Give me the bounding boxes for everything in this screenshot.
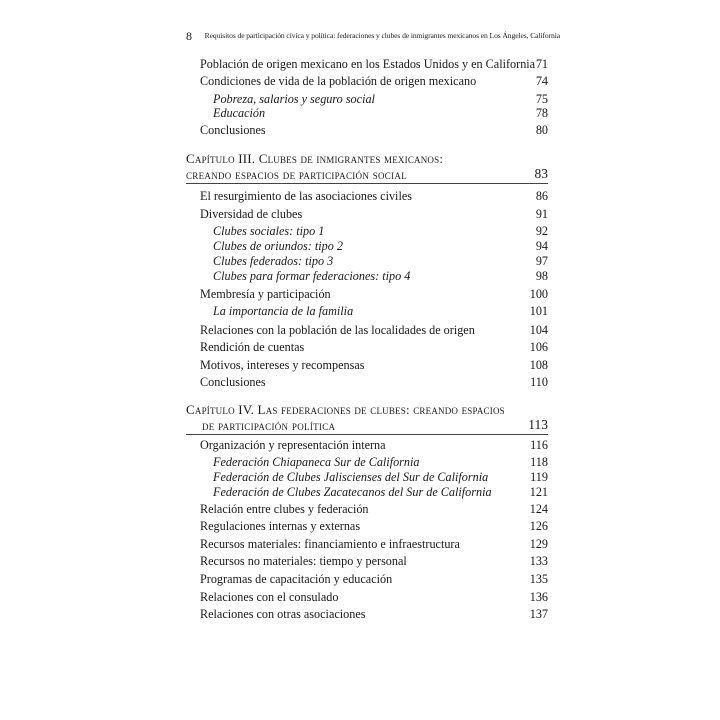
chapter-3-rule [186, 183, 548, 184]
toc-entry-title: Diversidad de clubes [200, 207, 303, 221]
chapter-3-title-line2: creando espacios de participación social [186, 167, 407, 182]
toc-entry [200, 553, 548, 570]
toc-entry [200, 73, 548, 90]
page-header [186, 29, 560, 45]
toc-entry-title: Recursos no materiales: tiempo y personal [200, 554, 407, 568]
toc-entry-title: Membresía y participación [200, 287, 331, 301]
toc-entry-title: Población de origen mexicano en los Estados Unidos y en California [200, 57, 536, 71]
toc-entry-title: El resurgimiento de las asociaciones civiles [200, 189, 412, 203]
toc-subentry [213, 268, 548, 285]
toc-entry-page: 126 [529, 519, 548, 533]
toc-subentry-page: 78 [535, 106, 548, 120]
toc-entry-page: 116 [530, 438, 548, 452]
toc-entry [200, 501, 548, 518]
toc-entry-page: 137 [529, 607, 548, 621]
toc-subentry [213, 484, 548, 501]
toc-subentry-page: 75 [535, 92, 548, 106]
toc-entry [200, 188, 548, 205]
toc-entry-page: 124 [529, 502, 548, 516]
toc-entry [200, 606, 548, 623]
toc-entry [200, 206, 548, 223]
toc-subentry-title: Educación [213, 106, 266, 120]
toc-subentry-title: Pobreza, salarios y seguro social [213, 92, 375, 106]
toc-entry [200, 571, 548, 588]
toc-subentry-title: Federación de Clubes Jaliscienses del Sur de California [213, 470, 489, 484]
chapter-4-title-line2: de participación política [202, 418, 336, 433]
toc-entry [200, 589, 548, 606]
toc-subentry-page: 92 [535, 224, 548, 238]
toc-entry-page: 80 [535, 123, 548, 137]
toc-entry [200, 286, 548, 303]
toc-entry-title: Relaciones con la población de las localidades de origen [200, 323, 475, 337]
toc-entry [200, 357, 548, 374]
toc-entry-page: 104 [529, 323, 548, 337]
toc-entry-page: 100 [529, 287, 548, 301]
toc-entry [200, 437, 548, 454]
toc-entry [200, 322, 548, 339]
chapter-4-rule [186, 434, 548, 435]
toc-entry-title: Recursos materiales: financiamiento e infraestructura [200, 537, 460, 551]
toc-entry [200, 56, 548, 73]
toc-entry-title: Organización y representación interna [200, 438, 386, 452]
toc-entry-page: 129 [529, 537, 548, 551]
toc-entry-page: 135 [529, 572, 548, 586]
toc-subentry [213, 105, 548, 122]
toc-entry-title: Relación entre clubes y federación [200, 502, 369, 516]
toc-subentry-page: 119 [530, 470, 548, 484]
toc-entry-title: Regulaciones internas y externas [200, 519, 361, 533]
chapter-4-title-line1: Capítulo IV. Las federaciones de clubes: creando espacios [186, 402, 505, 417]
chapter-4-page: 113 [528, 417, 548, 432]
toc-entry-title: Rendición de cuentas [200, 340, 305, 354]
toc-entry-page: 106 [529, 340, 548, 354]
toc-entry-title: Conclusiones [200, 375, 266, 389]
toc-subentry-page: 118 [530, 455, 548, 469]
toc-subentry-page: 98 [535, 269, 548, 283]
toc-subentry-title: Federación de Clubes Zacatecanos del Sur de California [213, 485, 492, 499]
toc-entry-title: Relaciones con el consulado [200, 590, 339, 604]
chapter-3-title-line1: Capítulo III. Clubes de inmigrantes mexicanos: [186, 151, 444, 166]
toc-entry [200, 122, 548, 139]
toc-subentry-page: 121 [529, 485, 548, 499]
toc-entry [200, 374, 548, 391]
toc-entry-page: 71 [535, 57, 548, 71]
toc-subentry-page: 101 [529, 304, 548, 318]
toc-entry [200, 536, 548, 553]
toc-subentry-title: Federación Chiapaneca Sur de California [213, 455, 420, 469]
toc-entry [200, 518, 548, 535]
toc-subentry [213, 303, 548, 320]
toc-entry-page: 108 [529, 358, 548, 372]
toc-entry-title: Relaciones con otras asociaciones [200, 607, 366, 621]
toc-entry-title: Motivos, intereses y recompensas [200, 358, 365, 372]
toc-subentry-title: Clubes sociales: tipo 1 [213, 224, 325, 238]
toc-entry-page: 91 [535, 207, 548, 221]
toc-entry-title: Condiciones de vida de la población de origen mexicano [200, 74, 477, 88]
chapter-4-heading [186, 402, 548, 436]
toc-entry-page: 136 [529, 590, 548, 604]
chapter-3-heading [186, 151, 548, 185]
toc-entry-page: 110 [530, 375, 548, 389]
page-number: 8 [186, 29, 192, 43]
toc-subentry-title: Clubes para formar federaciones: tipo 4 [213, 269, 411, 283]
toc-entry-page: 86 [535, 189, 548, 203]
running-title: Requisitos de participación cívica y política: federaciones y clubes de inmigrantes mexicanos en Los Ángeles, California [204, 31, 560, 40]
toc-subentry-title: Clubes de oriundos: tipo 2 [213, 239, 343, 253]
toc-subentry-page: 97 [535, 254, 548, 268]
toc-entry-page: 74 [535, 74, 548, 88]
toc-entry-page: 133 [529, 554, 548, 568]
toc-entry-title: Conclusiones [200, 123, 266, 137]
toc-subentry-title: La importancia de la familia [213, 304, 354, 318]
toc-subentry-page: 94 [535, 239, 548, 253]
chapter-3-page: 83 [534, 166, 548, 181]
toc-entry-title: Programas de capacitación y educación [200, 572, 393, 586]
toc-entry [200, 339, 548, 356]
toc-subentry-title: Clubes federados: tipo 3 [213, 254, 334, 268]
